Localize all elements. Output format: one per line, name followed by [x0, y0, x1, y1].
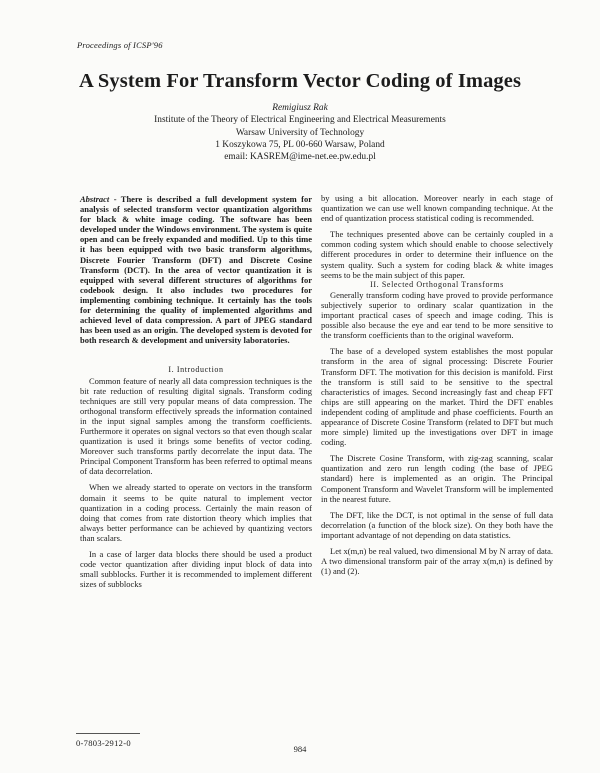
section2-paragraph: Generally transform coding have proved to provide performance subjectively superior to ordinary scalar quantization in the important practical cases of speech and image coding. This is possible also because the eye and ear tend to be more sensitive to the transform coefficients than to the original waveform.	[321, 289, 553, 341]
section2-paragraph: The Discrete Cosine Transform, with zig-zag scanning, scalar quantization and zero run length coding (the base of JPEG standard) here is implemented as an origin. The Principal Component Transform and Wavelet Transform will be implemented in the nearest future.	[321, 453, 553, 504]
author-email: email: KASREM@ime-net.ee.pw.edu.pl	[224, 152, 376, 163]
intro-paragraph: Common feature of nearly all data compression techniques is the bit rate reduction of resulting digital signals. Transform coding techniques are still very popular means of data compression. The orthogonal transform effectively spreads the information contained in the input signal samples among the transform coefficients. Furthermore it operates on signal vectors so that even though scalar quantization is used it brings some benefits of vector coding. Moreover such transforms partly decorrelate the input data. The Principal Component Transform has been referred to optimal means of data decorrelation.	[80, 375, 312, 477]
paper-title: A System For Transform Vector Coding of Images	[78, 70, 522, 92]
isbn-code: 0-7803-2912-0	[76, 738, 131, 748]
section2-paragraph: The base of a developed system establishes the most popular transform in the area of signal processing: Discrete Fourier Transform DFT. The motivation for this decision is manifold. First the transform is still said to be sensitive to the spectral characteristics of images. Second increasingly fast and cheap FFT chips are still appearing on the market. Third the DFT enables independent coding of amplitude and phase coefficients. Fourth an appearance of Discrete Cosine Transform (related to DFT but much more simple) limited up the investigations over DFT in image coding.	[321, 346, 553, 448]
right-column	[321, 193, 553, 576]
section-heading-transforms: II. Selected Orthogonal Transforms	[370, 279, 504, 289]
author-block	[0, 102, 600, 163]
abstract-label: Abstract	[80, 194, 110, 204]
abstract	[80, 194, 312, 345]
author-affiliation: Institute of the Theory of Electrical Engineering and Electrical Measurements	[154, 115, 446, 126]
intro-paragraph: In a case of larger data blocks there should be used a product code vector quantization after dividing input block of data into small subblocks. Further it is recommended to implement different sizes of subblocks	[80, 549, 312, 590]
page-number: 984	[293, 744, 307, 754]
section-heading-introduction: I. Introduction	[168, 365, 224, 375]
section2-paragraph: Let x(m,n) be real valued, two dimensional M by N array of data. A two dimensional transform pair of the array x(m,n) is defined by (1) and (2).	[321, 546, 553, 577]
section2-paragraph: The DFT, like the DCT, is not optimal in the sense of full data decorrelation (a function of the block size). On they both have the important advantage of not depending on data statistics.	[321, 509, 553, 540]
author-address: 1 Koszykowa 75, PL 00-660 Warsaw, Poland	[215, 139, 385, 150]
body-paragraph: by using a bit allocation. Moreover nearly in each stage of quantization we can use well known companding technique. At the end of quantization process statistical coding is recommended.	[321, 193, 553, 224]
intro-paragraph: When we already started to operate on vectors in the transform domain it seems to be quite natural to implement vector quantization in a coding process. Certainly the main reason of doing that comes from rate distortion theory which implies that always better performance can be achieved by quantizing vectors than scalars.	[80, 482, 312, 543]
abstract-text: - There is described a full development system for analysis of selected transform vector quantization algorithms for black & white image coding. The software has been developed under the Windows environment. The system is quite open and can be freely expanded and modified. Up to this time it has been equipped with two basic transform algorithms, Discrete Fourier Transform (DFT) and Discrete Cosine Transform (DCT). In the area of vector quantization it is equipped with several different structures of algorithms for codebook design. It also includes two procedures for implementing combining technique. It certainly has the tools for determining the quality of implemented algorithms and achieved level of data compression. A part of JPEG standard has been used as an origin. The developed system is devoted for both research & development and university laboratories.	[80, 194, 312, 346]
author-name: Remigiusz Rak	[272, 103, 328, 113]
body-paragraph: The techniques presented above can be certainly coupled in a common coding system which should enable to choose selectively different procedures in order to determine their influence on the system quality. Such a system for coding black & white images seems to be the main subject of this paper.	[321, 229, 553, 280]
proceedings-header: Proceedings of ICSP'96	[77, 40, 163, 50]
left-column	[80, 194, 312, 589]
author-university: Warsaw University of Technology	[235, 127, 365, 138]
